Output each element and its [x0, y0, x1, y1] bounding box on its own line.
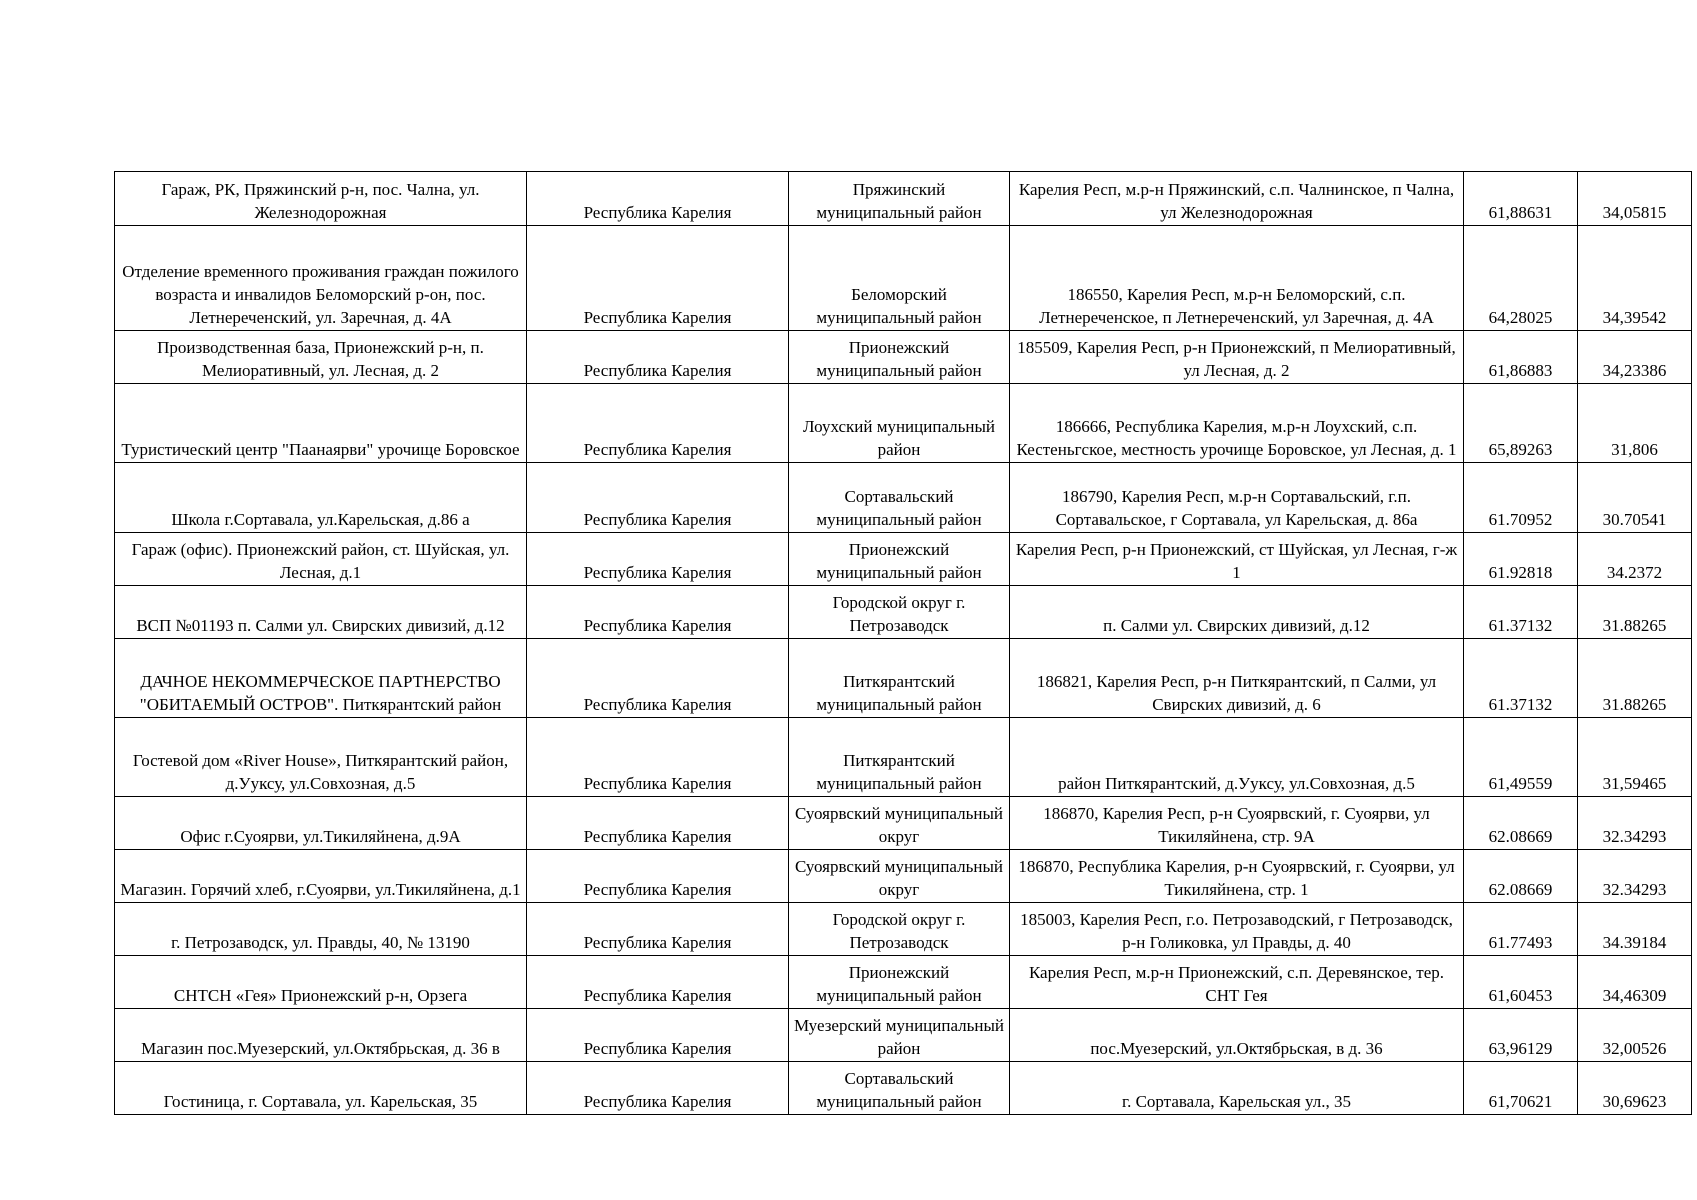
- object-name-cell: Производственная база, Прионежский р-н, п. Мелиоративный, ул. Лесная, д. 2: [115, 331, 527, 384]
- address-cell: 185003, Карелия Респ, г.о. Петрозаводский, г Петрозаводск, р-н Голиковка, ул Правды, д. 40: [1010, 903, 1464, 956]
- object-name-cell: ДАЧНОЕ НЕКОММЕРЧЕСКОЕ ПАРТНЕРСТВО "ОБИТАЕМЫЙ ОСТРОВ". Питкярантский район: [115, 639, 527, 718]
- table-row: [115, 331, 1692, 384]
- region-cell: Республика Карелия: [527, 172, 789, 226]
- table-row: [115, 956, 1692, 1009]
- latitude-cell: 61,49559: [1464, 718, 1578, 797]
- object-name-cell: Туристический центр "Паанаярви" урочище Боровское: [115, 384, 527, 463]
- object-name-cell: ВСП №01193 п. Салми ул. Свирских дивизий, д.12: [115, 586, 527, 639]
- latitude-cell: 63,96129: [1464, 1009, 1578, 1062]
- longitude-cell: 34,46309: [1578, 956, 1692, 1009]
- address-cell: 186666, Республика Карелия, м.р-н Лоухский, с.п. Кестеньгское, местность урочище Боровское, ул Лесная, д. 1: [1010, 384, 1464, 463]
- region-cell: Республика Карелия: [527, 956, 789, 1009]
- address-cell: г. Сортавала, Карельская ул., 35: [1010, 1062, 1464, 1115]
- objects-table: [114, 171, 1692, 1115]
- latitude-cell: 61.77493: [1464, 903, 1578, 956]
- longitude-cell: 34,23386: [1578, 331, 1692, 384]
- object-name-cell: Магазин. Горячий хлеб, г.Суоярви, ул.Тикиляйнена, д.1: [115, 850, 527, 903]
- latitude-cell: 61.70952: [1464, 463, 1578, 533]
- district-cell: Пряжинский муниципальный район: [789, 172, 1010, 226]
- longitude-cell: 34.39184: [1578, 903, 1692, 956]
- district-cell: Прионежский муниципальный район: [789, 331, 1010, 384]
- region-cell: Республика Карелия: [527, 331, 789, 384]
- table-row: [115, 903, 1692, 956]
- address-cell: Карелия Респ, м.р-н Пряжинский, с.п. Чалнинское, п Чална, ул Железнодорожная: [1010, 172, 1464, 226]
- district-cell: Суоярвский муниципальный округ: [789, 797, 1010, 850]
- district-cell: Прионежский муниципальный район: [789, 956, 1010, 1009]
- table-row: [115, 639, 1692, 718]
- longitude-cell: 34.2372: [1578, 533, 1692, 586]
- district-cell: Лоухский муниципальный район: [789, 384, 1010, 463]
- longitude-cell: 31,806: [1578, 384, 1692, 463]
- address-cell: 185509, Карелия Респ, р-н Прионежский, п Мелиоративный, ул Лесная, д. 2: [1010, 331, 1464, 384]
- longitude-cell: 34,05815: [1578, 172, 1692, 226]
- table-row: [115, 850, 1692, 903]
- district-cell: Муезерский муниципальный район: [789, 1009, 1010, 1062]
- table-row: [115, 533, 1692, 586]
- latitude-cell: 61.37132: [1464, 586, 1578, 639]
- address-cell: район Питкярантский, д.Ууксу, ул.Совхозная, д.5: [1010, 718, 1464, 797]
- region-cell: Республика Карелия: [527, 797, 789, 850]
- longitude-cell: 32.34293: [1578, 850, 1692, 903]
- table-row: [115, 1009, 1692, 1062]
- object-name-cell: г. Петрозаводск, ул. Правды, 40, № 13190: [115, 903, 527, 956]
- latitude-cell: 61,60453: [1464, 956, 1578, 1009]
- region-cell: Республика Карелия: [527, 850, 789, 903]
- object-name-cell: Гараж (офис). Прионежский район, ст. Шуйская, ул. Лесная, д.1: [115, 533, 527, 586]
- longitude-cell: 31,59465: [1578, 718, 1692, 797]
- region-cell: Республика Карелия: [527, 384, 789, 463]
- table-row: [115, 463, 1692, 533]
- object-name-cell: Магазин пос.Муезерский, ул.Октябрьская, д. 36 в: [115, 1009, 527, 1062]
- district-cell: Сортавальский муниципальный район: [789, 463, 1010, 533]
- table-row: [115, 586, 1692, 639]
- object-name-cell: Школа г.Сортавала, ул.Карельская, д.86 а: [115, 463, 527, 533]
- latitude-cell: 61,86883: [1464, 331, 1578, 384]
- address-cell: пос.Муезерский, ул.Октябрьская, в д. 36: [1010, 1009, 1464, 1062]
- objects-table-body: [115, 172, 1692, 1115]
- longitude-cell: 31.88265: [1578, 639, 1692, 718]
- table-row: [115, 172, 1692, 226]
- object-name-cell: Офис г.Суоярви, ул.Тикиляйнена, д.9А: [115, 797, 527, 850]
- district-cell: Городской округ г. Петрозаводск: [789, 586, 1010, 639]
- latitude-cell: 61.92818: [1464, 533, 1578, 586]
- region-cell: Республика Карелия: [527, 533, 789, 586]
- region-cell: Республика Карелия: [527, 463, 789, 533]
- district-cell: Суоярвский муниципальный округ: [789, 850, 1010, 903]
- latitude-cell: 62.08669: [1464, 797, 1578, 850]
- longitude-cell: 31.88265: [1578, 586, 1692, 639]
- latitude-cell: 61.37132: [1464, 639, 1578, 718]
- address-cell: 186870, Республика Карелия, р-н Суоярвский, г. Суоярви, ул Тикиляйнена, стр. 1: [1010, 850, 1464, 903]
- address-cell: 186550, Карелия Респ, м.р-н Беломорский, с.п. Летнереченское, п Летнереченский, ул Заречная, д. 4А: [1010, 226, 1464, 331]
- address-cell: п. Салми ул. Свирских дивизий, д.12: [1010, 586, 1464, 639]
- latitude-cell: 61,70621: [1464, 1062, 1578, 1115]
- object-name-cell: Гостиница, г. Сортавала, ул. Карельская, 35: [115, 1062, 527, 1115]
- region-cell: Республика Карелия: [527, 226, 789, 331]
- longitude-cell: 34,39542: [1578, 226, 1692, 331]
- table-row: [115, 797, 1692, 850]
- district-cell: Беломорский муниципальный район: [789, 226, 1010, 331]
- region-cell: Республика Карелия: [527, 903, 789, 956]
- object-name-cell: Отделение временного проживания граждан пожилого возраста и инвалидов Беломорский р-он, пос. Летнереченский, ул. Заречная, д. 4А: [115, 226, 527, 331]
- object-name-cell: СНТСН «Гея» Прионежский р-н, Орзега: [115, 956, 527, 1009]
- address-cell: 186790, Карелия Респ, м.р-н Сортавальский, г.п. Сортавальское, г Сортавала, ул Карельская, д. 86а: [1010, 463, 1464, 533]
- longitude-cell: 32.34293: [1578, 797, 1692, 850]
- region-cell: Республика Карелия: [527, 1062, 789, 1115]
- object-name-cell: Гостевой дом «River House», Питкярантский район, д.Ууксу, ул.Совхозная, д.5: [115, 718, 527, 797]
- region-cell: Республика Карелия: [527, 639, 789, 718]
- address-cell: Карелия Респ, р-н Прионежский, ст Шуйская, ул Лесная, г-ж 1: [1010, 533, 1464, 586]
- region-cell: Республика Карелия: [527, 586, 789, 639]
- address-cell: 186870, Карелия Респ, р-н Суоярвский, г. Суоярви, ул Тикиляйнена, стр. 9А: [1010, 797, 1464, 850]
- latitude-cell: 61,88631: [1464, 172, 1578, 226]
- district-cell: Питкярантский муниципальный район: [789, 718, 1010, 797]
- longitude-cell: 30,69623: [1578, 1062, 1692, 1115]
- longitude-cell: 32,00526: [1578, 1009, 1692, 1062]
- district-cell: Городской округ г. Петрозаводск: [789, 903, 1010, 956]
- district-cell: Сортавальский муниципальный район: [789, 1062, 1010, 1115]
- table-row: [115, 1062, 1692, 1115]
- table-row: [115, 384, 1692, 463]
- object-name-cell: Гараж, РК, Пряжинский р-н, пос. Чална, ул. Железнодорожная: [115, 172, 527, 226]
- longitude-cell: 30.70541: [1578, 463, 1692, 533]
- latitude-cell: 62.08669: [1464, 850, 1578, 903]
- district-cell: Прионежский муниципальный район: [789, 533, 1010, 586]
- district-cell: Питкярантский муниципальный район: [789, 639, 1010, 718]
- table-row: [115, 226, 1692, 331]
- table-row: [115, 718, 1692, 797]
- region-cell: Республика Карелия: [527, 1009, 789, 1062]
- region-cell: Республика Карелия: [527, 718, 789, 797]
- address-cell: 186821, Карелия Респ, р-н Питкярантский, п Салми, ул Свирских дивизий, д. 6: [1010, 639, 1464, 718]
- latitude-cell: 65,89263: [1464, 384, 1578, 463]
- latitude-cell: 64,28025: [1464, 226, 1578, 331]
- address-cell: Карелия Респ, м.р-н Прионежский, с.п. Деревянское, тер. СНТ Гея: [1010, 956, 1464, 1009]
